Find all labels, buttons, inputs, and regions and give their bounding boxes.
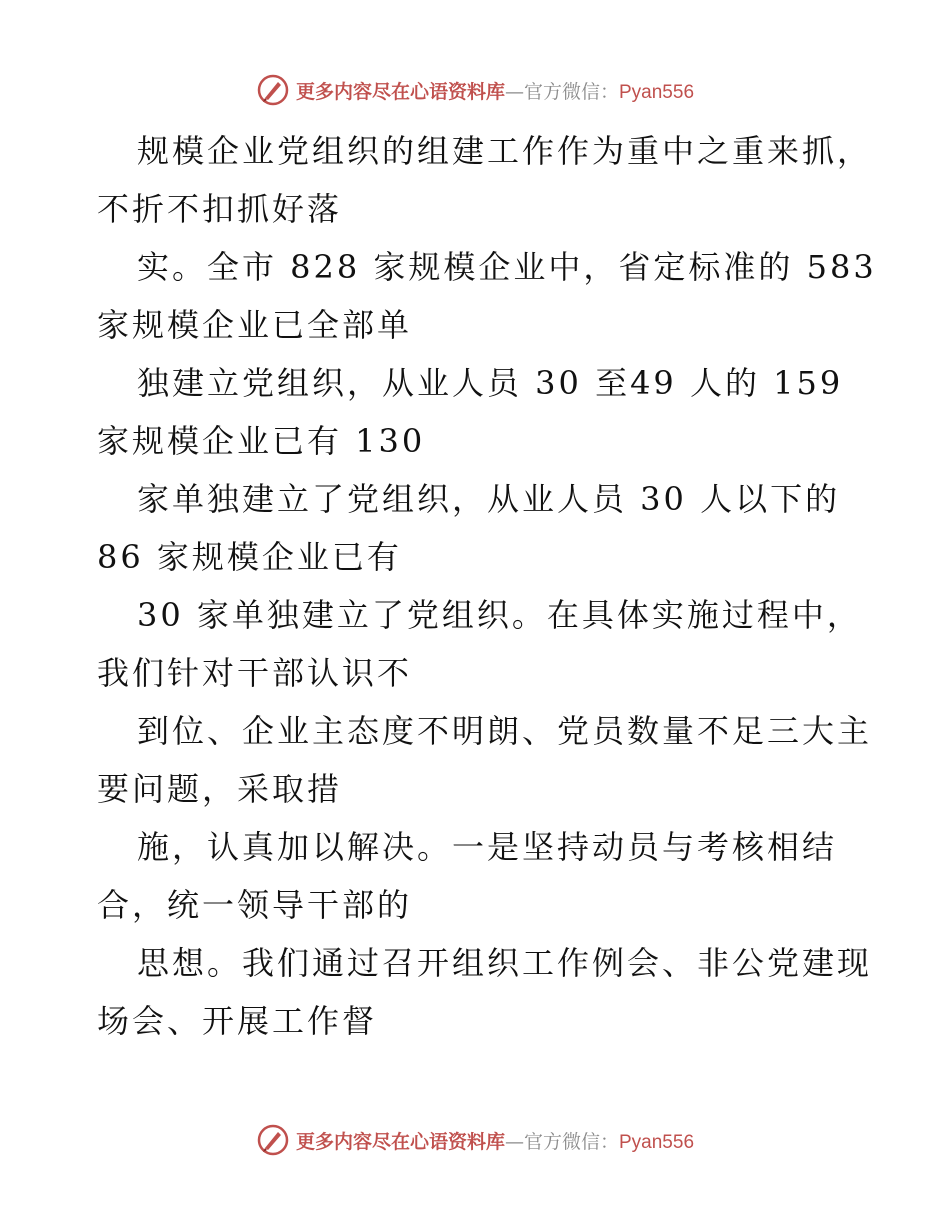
- text-line: 家规模企业已全部单: [97, 306, 413, 344]
- header-watermark: [0, 70, 950, 110]
- text-line: 30 家单独建立了党组织。在具体实施过程中，: [137, 596, 862, 634]
- footer-watermark: [0, 1120, 950, 1160]
- text-line: 合，统一领导干部的: [97, 886, 413, 924]
- quill-logo-icon: [256, 1123, 290, 1157]
- text-line: 场会、开展工作督: [97, 1002, 378, 1040]
- text-line: 86 家规模企业已有: [97, 538, 402, 576]
- text-line: 家单独建立了党组织，从业人员 30 人以下的: [137, 480, 841, 518]
- text-line: 我们针对干部认识不: [97, 654, 413, 692]
- document-body: [97, 122, 877, 1050]
- text-line: 思想。我们通过召开组织工作例会、非公党建现: [137, 944, 873, 982]
- text-line: 规模企业党组织的组建工作作为重中之重来抓，: [137, 132, 873, 170]
- text-line: 实。全市 828 家规模企业中，省定标准的 583: [137, 248, 877, 286]
- watermark-text: 更多内容尽在心语资料库—官方微信：Pyan556: [295, 1130, 695, 1153]
- text-line: 不折不扣抓好落: [97, 190, 343, 228]
- text-line: 要问题，采取措: [97, 770, 343, 808]
- quill-logo-icon: [256, 73, 290, 107]
- watermark-text: 更多内容尽在心语资料库—官方微信：Pyan556: [295, 80, 695, 103]
- text-line: 家规模企业已有 130: [97, 422, 426, 460]
- text-line: 施，认真加以解决。一是坚持动员与考核相结: [137, 828, 838, 866]
- text-line: 独建立党组织，从业人员 30 至49 人的 159: [137, 364, 844, 402]
- text-line: 到位、企业主态度不明朗、党员数量不足三大主: [137, 712, 873, 750]
